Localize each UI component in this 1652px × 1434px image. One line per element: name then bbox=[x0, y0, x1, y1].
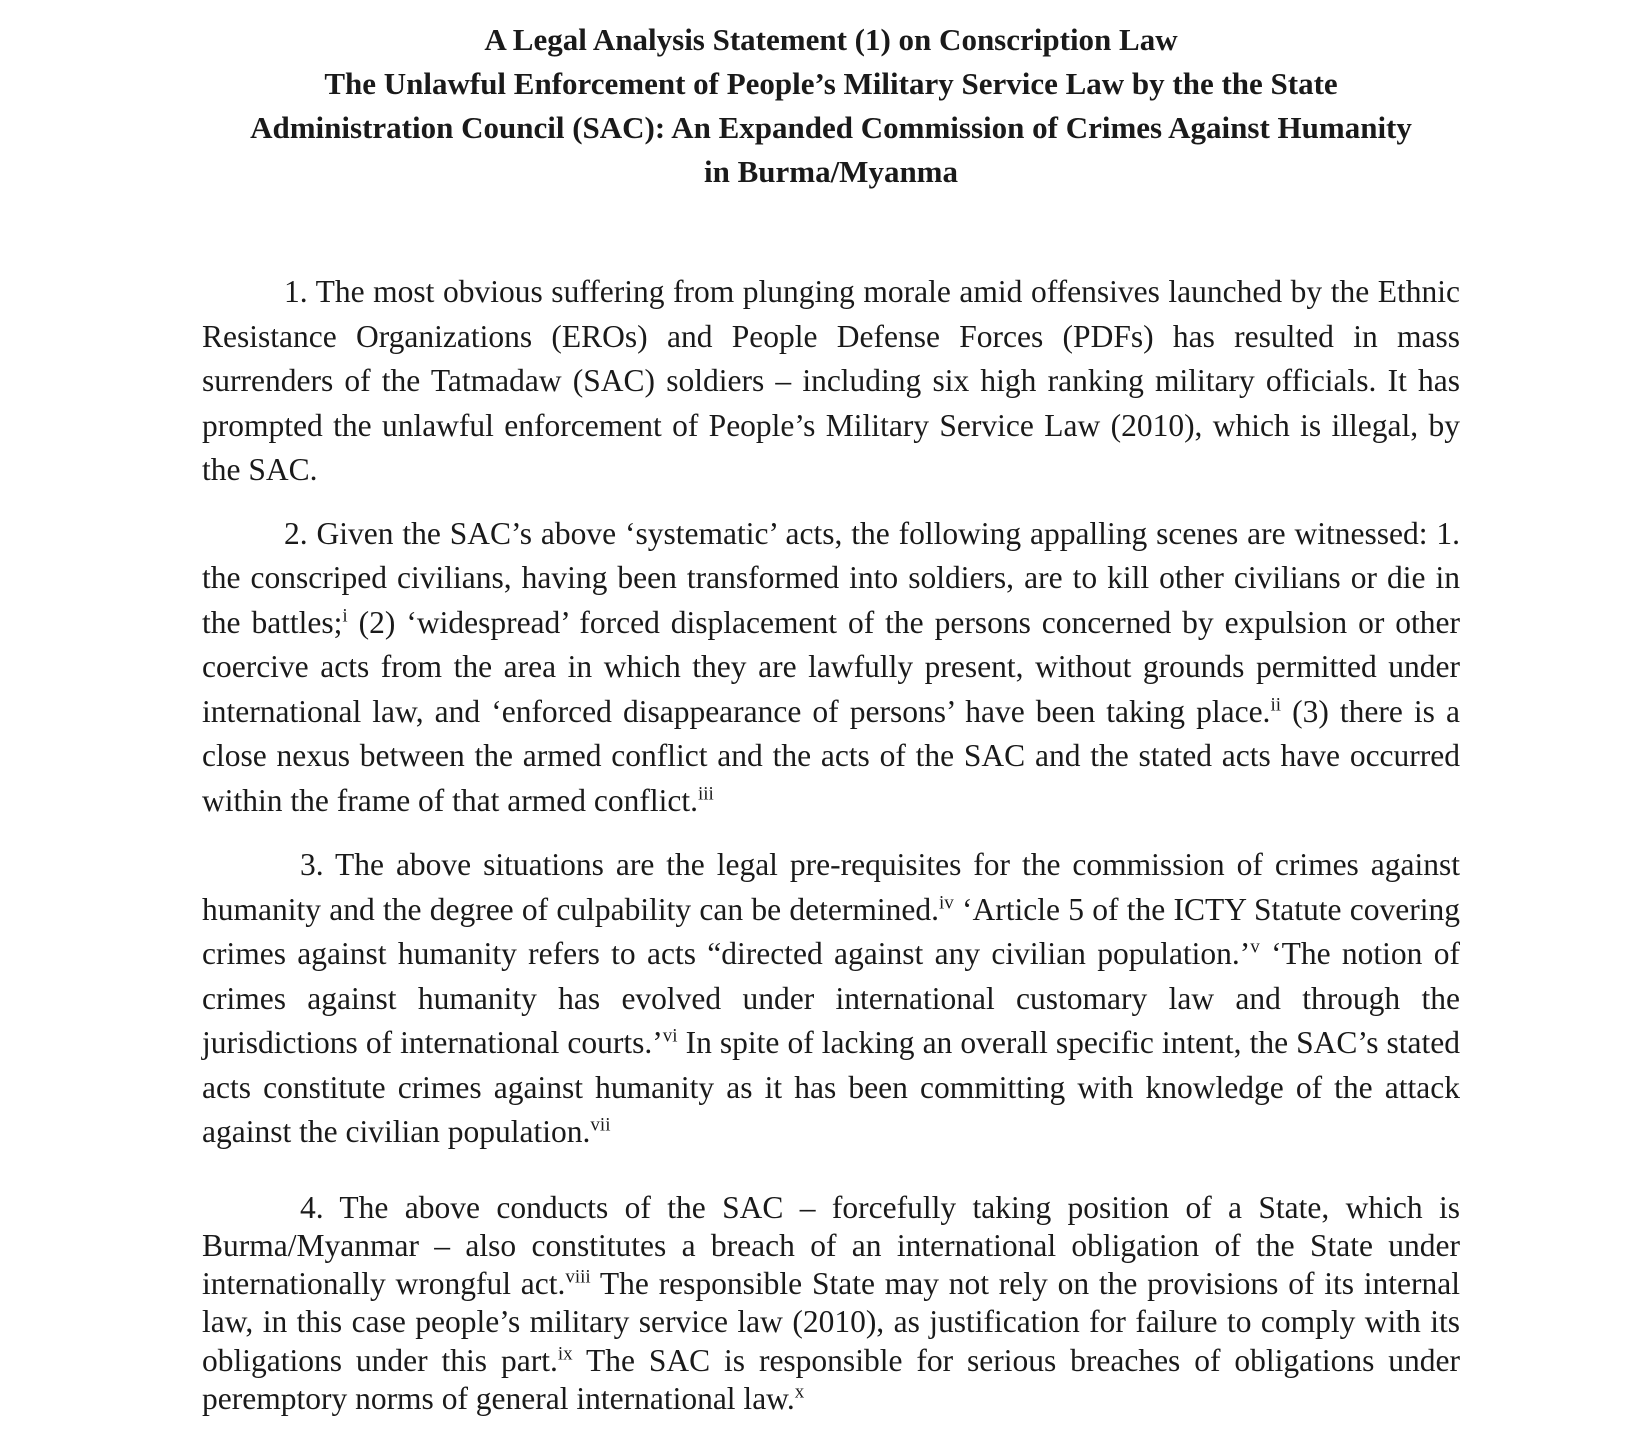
paragraph-2-text-3: (3) there is a close nexus between the armed conflict and the acts of the SAC and the stated acts have occurred within the frame of that armed conflict. bbox=[202, 693, 1460, 818]
footnote-ref-v[interactable]: v bbox=[1250, 936, 1260, 958]
paragraph-4 bbox=[202, 1189, 1460, 1419]
paragraph-3-text-1: 3. The above situations are the legal pre-requisites for the commission of crimes against humanity and the degree of culpability can be determined. bbox=[202, 847, 1460, 927]
paragraph-4-text-3: The SAC is responsible for serious breaches of obligations under peremptory norms of general international law. bbox=[202, 1342, 1461, 1416]
paragraph-1 bbox=[202, 270, 1460, 493]
title-line-3: Administration Council (SAC): An Expanded Commission of Crimes Against Humanity bbox=[250, 110, 1412, 145]
footnote-ref-viii[interactable]: viii bbox=[565, 1266, 591, 1288]
paragraph-3-text-2: ‘Article 5 of the ICTY Statute covering crimes against humanity refers to acts “directed against any civilian population.’ bbox=[202, 891, 1460, 971]
paragraph-4-text-1: 4. The above conducts of the SAC – forcefully taking position of a State, which is Burma/Myanmar – also constitutes a breach of an international obligation of the State under internationally wrongful act. bbox=[202, 1189, 1460, 1302]
paragraph-2 bbox=[202, 512, 1460, 824]
paragraph-3-text-3: ‘The notion of crimes against humanity has evolved under international customary law and through the jurisdictions of international courts.’ bbox=[202, 936, 1460, 1060]
paragraph-2-text-2: (2) ‘widespread’ forced displacement of the persons concerned by expulsion or other coercive acts from the area in which they are lawfully present, without grounds permitted under international law, and ‘enforced disappearance of persons’ have been taking place. bbox=[202, 604, 1460, 729]
footnote-ref-iv[interactable]: iv bbox=[938, 892, 954, 913]
paragraph-3-text-4: In spite of lacking an overall specific intent, the SAC’s stated acts constitute crimes against humanity as it has been committing with knowledge of the attack against the civilian population. bbox=[202, 1025, 1460, 1149]
paragraph-2-text-1: 2. Given the SAC’s above ‘systematic’ acts, the following appalling scenes are witnessed: 1. the conscriped civilians, having been transformed into soldiers, are to kill other civilians or die in the battles; bbox=[202, 515, 1460, 640]
footnote-ref-ix[interactable]: ix bbox=[557, 1343, 573, 1365]
footnote-ref-iii[interactable]: iii bbox=[697, 783, 714, 804]
footnote-ref-i[interactable]: i bbox=[342, 605, 348, 626]
title-line-2: The Unlawful Enforcement of People’s Military Service Law by the the State bbox=[324, 66, 1338, 101]
footnote-ref-vi[interactable]: vi bbox=[662, 1025, 678, 1047]
footnote-ref-x[interactable]: x bbox=[794, 1381, 805, 1403]
paragraph-1-text: 1. The most obvious suffering from plunging morale amid offensives launched by the Ethnic Resistance Organizations (EROs) and People Defense Forces (PDFs) has resulted in mass surrenders of the Tatmadaw (SAC) soldiers – including six high ranking military officials. It has prompted the unlawful enforcement of People’s Military Service Law (2010), which is illegal, by the SAC. bbox=[202, 274, 1460, 487]
paragraph-4-text-2: The responsible State may not rely on the provisions of its internal law, in this case people’s military service law (2010), as justification for failure to comply with its obligations under this part. bbox=[202, 1266, 1460, 1378]
footnote-ref-ii[interactable]: ii bbox=[1270, 694, 1281, 715]
title-line-4: in Burma/Myanma bbox=[703, 154, 959, 189]
document-title bbox=[202, 18, 1460, 194]
document-page bbox=[202, 18, 1460, 1418]
paragraph-3 bbox=[202, 843, 1460, 1155]
title-line-1: A Legal Analysis Statement (1) on Conscription Law bbox=[484, 22, 1178, 57]
footnote-ref-vii[interactable]: vii bbox=[590, 1114, 611, 1136]
